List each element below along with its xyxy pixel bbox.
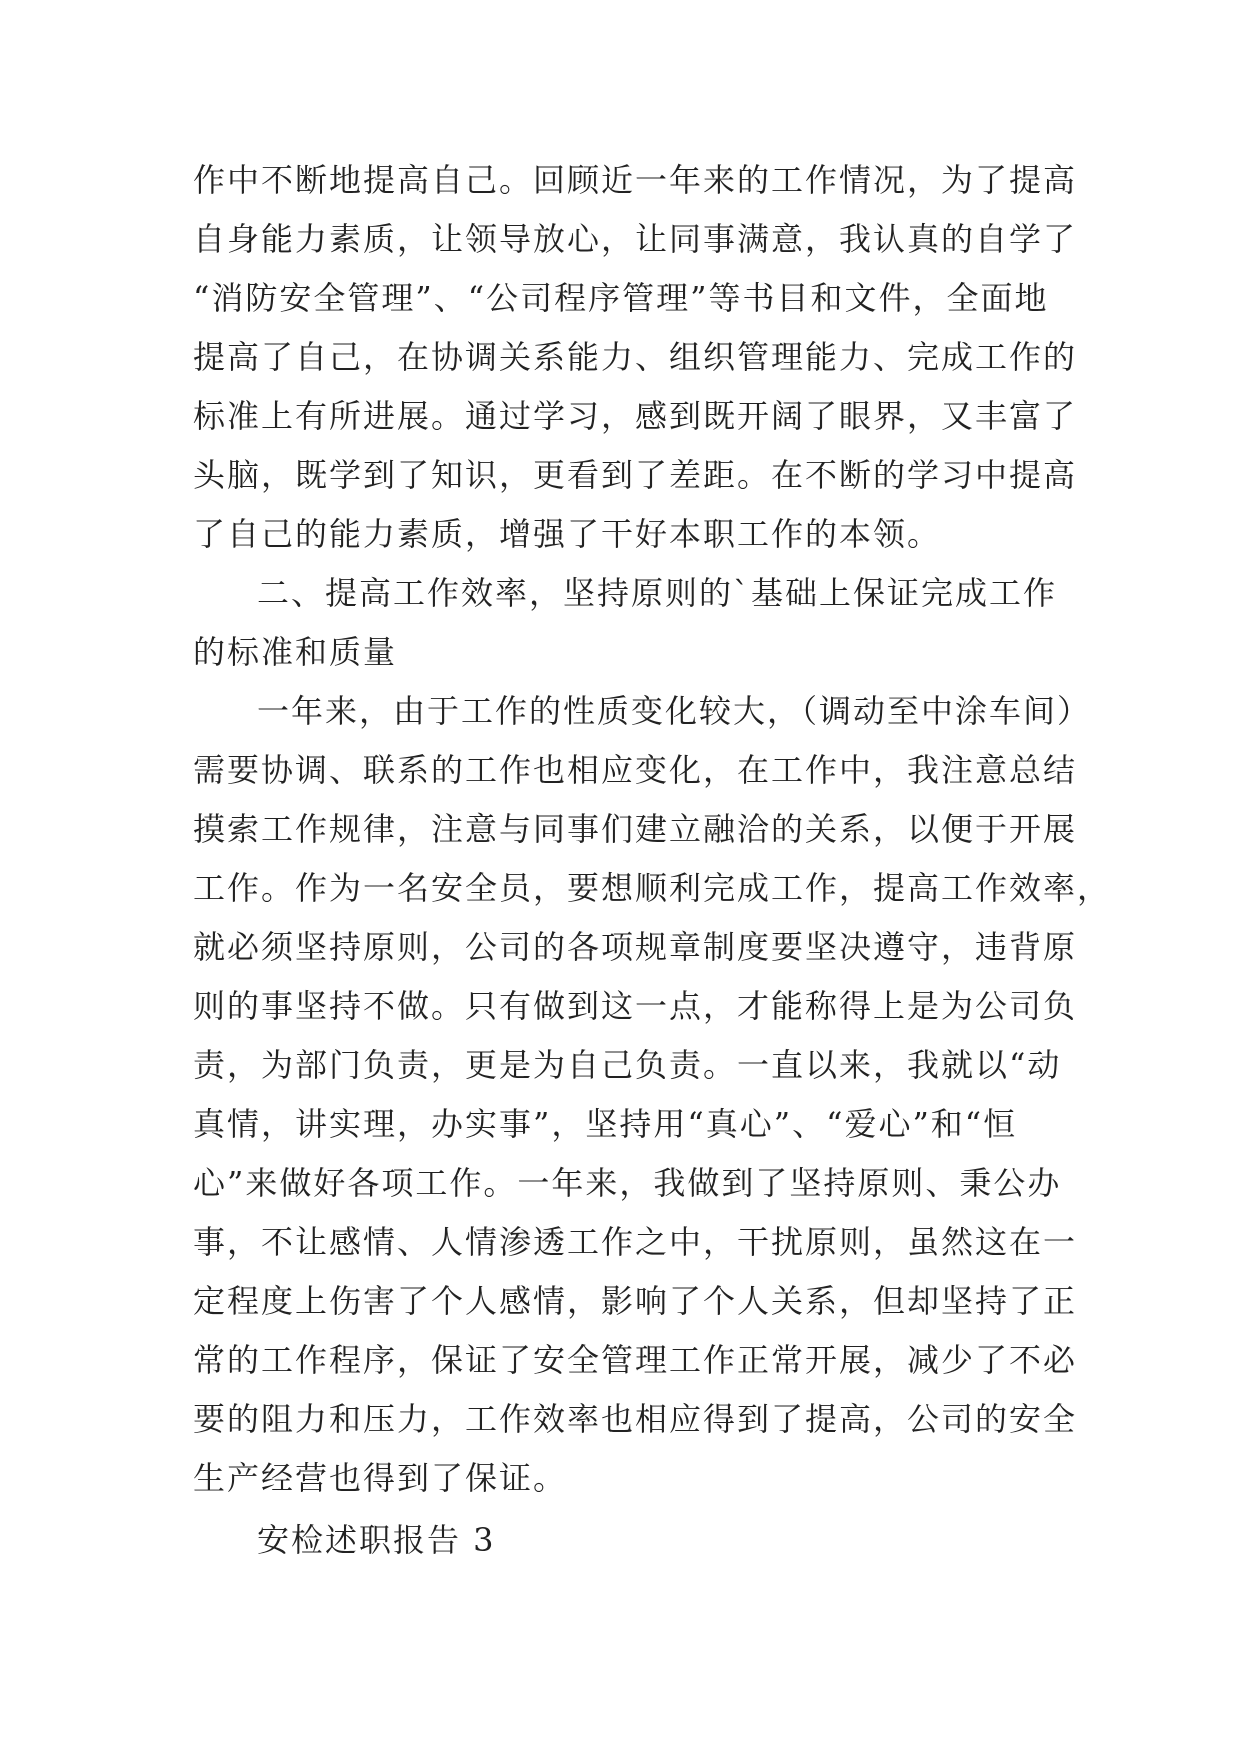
body-text-line: 头脑，既学到了知识，更看到了差距。在不断的学习中提高: [193, 456, 1078, 494]
body-text-line: 一年来，由于工作的性质变化较大，（调动至中涂车间）: [257, 692, 1092, 730]
body-text-line: 需要协调、联系的工作也相应变化，在工作中，我注意总结: [193, 751, 1078, 789]
body-text-line: 则的事坚持不做。只有做到这一点，才能称得上是为公司负: [193, 987, 1078, 1025]
body-text-line: 心”来做好各项工作。一年来，我做到了坚持原则、秉公办: [193, 1164, 1062, 1202]
body-text-line: 事，不让感情、人情渗透工作之中，干扰原则，虽然这在一: [193, 1223, 1078, 1261]
body-text-line: 摸索工作规律，注意与同事们建立融洽的关系，以便于开展: [193, 810, 1078, 848]
body-text-line: 提高了自己，在协调关系能力、组织管理能力、完成工作的: [193, 338, 1078, 376]
report-title-line: 安检述职报告 3: [257, 1521, 496, 1559]
body-text-line: 常的工作程序，保证了安全管理工作正常开展，减少了不必: [193, 1341, 1078, 1379]
body-text-line: 真情，讲实理，办实事”，坚持用“真心”、“爱心”和“恒: [193, 1105, 1018, 1143]
body-text-line: 自身能力素质，让领导放心，让同事满意，我认真的自学了: [193, 220, 1078, 258]
body-text-line: 工作。作为一名安全员，要想顺利完成工作，提高工作效率，: [193, 869, 1112, 907]
body-text-line: 了自己的能力素质，增强了干好本职工作的本领。: [193, 515, 942, 553]
section-heading-line: 的标准和质量: [193, 633, 398, 671]
body-text-line: 生产经营也得到了保证。: [193, 1459, 568, 1497]
body-text-line: 就必须坚持原则，公司的各项规章制度要坚决遵守，违背原: [193, 928, 1078, 966]
body-text-line: 作中不断地提高自己。回顾近一年来的工作情况，为了提高: [193, 161, 1078, 199]
body-text-line: 责，为部门负责，更是为自己负责。一直以来，我就以“动: [193, 1046, 1062, 1084]
body-text-line: “消防安全管理”、“公司程序管理”等书目和文件，全面地: [193, 279, 1049, 317]
section-heading-line: 二、提高工作效率，坚持原则的`基础上保证完成工作: [257, 574, 1058, 612]
body-text-line: 标准上有所进展。通过学习，感到既开阔了眼界，又丰富了: [193, 397, 1078, 435]
body-text-line: 要的阻力和压力，工作效率也相应得到了提高，公司的安全: [193, 1400, 1078, 1438]
body-text-line: 定程度上伤害了个人感情，影响了个人关系，但却坚持了正: [193, 1282, 1078, 1320]
